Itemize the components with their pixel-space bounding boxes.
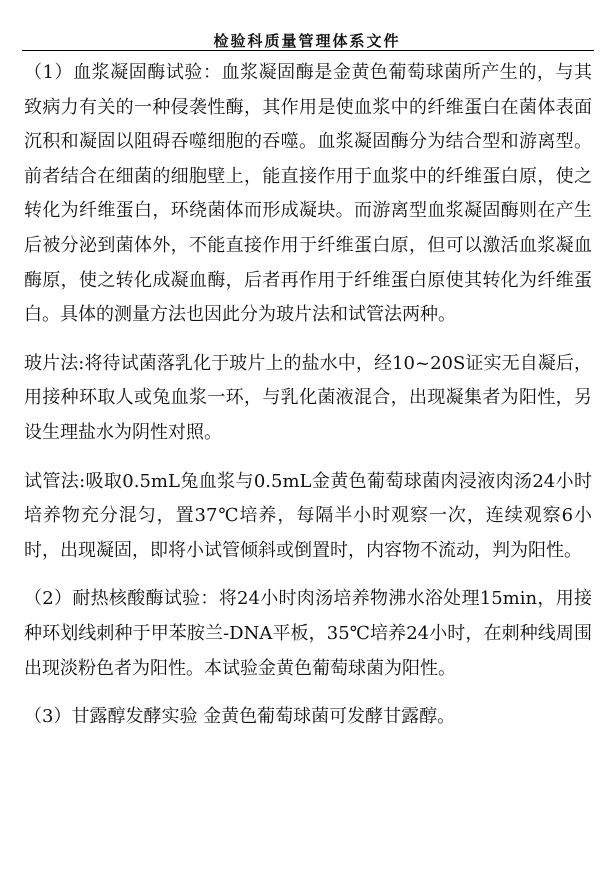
paragraph-gap bbox=[24, 333, 592, 347]
paragraph-coagulase-test: （1）血浆凝固酶试验：血浆凝固酶是金黄色葡萄球菌所产生的，与其致病力有关的一种侵袭性酶，其作用是使血浆中的纤维蛋白在菌体表面沉积和凝固以阻碍吞噬细胞的吞噬。血浆凝固酶分为结合型和游离型。前者结合在细菌的细胞壁上，能直接作用于血浆中的纤维蛋白原，使之转化为纤维蛋白，环绕菌体而形成凝块。而游离型血浆凝固酶则在产生后被分泌到菌体外，不能直接作用于纤维蛋白原，但可以激活血浆凝血酶原，使之转化成凝血酶，后者再作用于纤维蛋白原使其转化为纤维蛋白。具体的测量方法也因此分为玻片法和试管法两种。 bbox=[24, 62, 592, 326]
page-header-title: 检验科质量管理体系文件 bbox=[213, 32, 401, 50]
paragraph-gap bbox=[24, 568, 592, 582]
paragraph-mannitol-test: （3）甘露醇发酵实验 金黄色葡萄球菌可发酵甘露醇。 bbox=[24, 706, 456, 728]
paragraph-slide-method: 玻片法:将待试菌落乳化于玻片上的盐水中，经10~20S证实无自凝后，用接种环取人或兔血浆一环，与乳化菌液混合，出现凝集者为阳性，另设生理盐水为阴性对照。 bbox=[24, 352, 592, 443]
paragraph-thermonuclease-test: （2）耐热核酸酶试验：将24小时肉汤培养物沸水浴处理15min，用接种环划线刺种于甲苯胺兰-DNA平板，35℃培养24小时，在刺种线周围出现淡粉色者为阳性。本试验金黄色葡萄球菌为阳性。 bbox=[24, 588, 592, 679]
paragraph-gap bbox=[24, 451, 592, 465]
paragraph-tube-method: 试管法:吸取0.5mL兔血浆与0.5mL金黄色葡萄球菌肉浸液肉汤24小时培养物充分混匀，置37℃培养，每隔半小时观察一次，连续观察6小时，出现凝固，即将小试管倾斜或倒置时，内容物不流动，判为阳性。 bbox=[24, 470, 592, 561]
paragraph-gap bbox=[24, 686, 592, 700]
header-divider bbox=[22, 50, 594, 51]
document-body bbox=[24, 56, 592, 735]
